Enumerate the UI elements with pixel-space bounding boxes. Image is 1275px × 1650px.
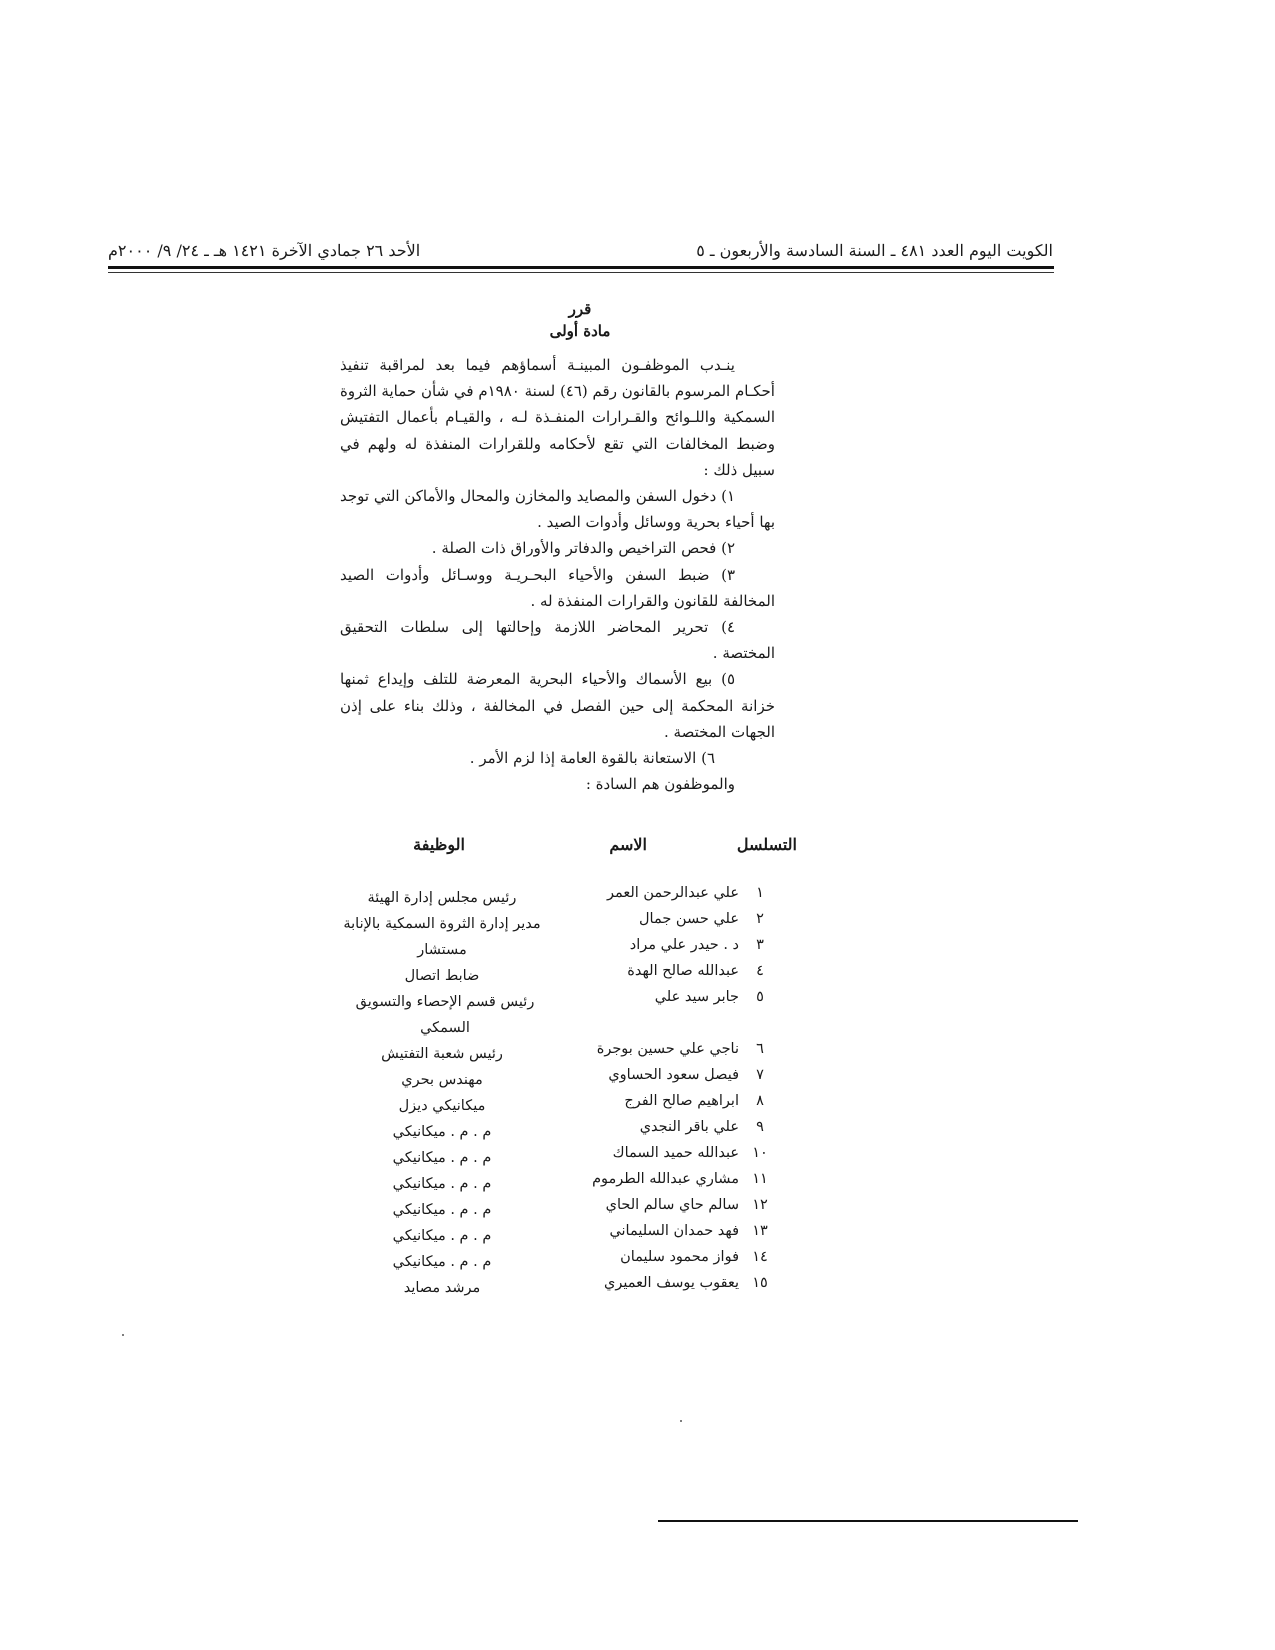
bottom-rule xyxy=(658,1520,1078,1522)
scan-speck xyxy=(680,1420,682,1422)
column-header-job: الوظيفة xyxy=(413,835,465,854)
row-serial: ٣ xyxy=(756,937,764,953)
item-2: ٢) فحص التراخيص والدفاتر والأوراق ذات الصلة . xyxy=(431,539,735,558)
row-serial: ٨ xyxy=(756,1093,764,1109)
row-serial: ١٠ xyxy=(752,1145,768,1161)
header-rule-thin xyxy=(108,272,1054,273)
row-name: سالم حاي سالم الحاي xyxy=(605,1197,739,1213)
row-job: مستشار xyxy=(417,942,467,958)
table-row xyxy=(0,1145,1275,1171)
row-name: جابر سيد علي xyxy=(654,989,739,1005)
column-header-name: الاسم xyxy=(609,835,647,854)
table-row xyxy=(0,911,1275,937)
row-serial: ٦ xyxy=(756,1041,764,1057)
row-job: مرشد مصايد xyxy=(403,1280,481,1296)
row-serial: ١٥ xyxy=(752,1275,768,1291)
item-1: ١) دخول السفن والمصايد والمخازن والمحال والأماكن التي توجد بها أحياء بحرية ووسائل وأدوات الصيد . xyxy=(339,487,775,532)
row-job: م . م . ميكانيكي xyxy=(392,1202,492,1218)
item-5: ٥) بيع الأسماك والأحياء البحرية المعرضة للتلف وإيداع ثمنها خزانة المحكمة إلى حين الفصل في المخالفة ، وذلك بناء على إذن الجهات المختصة . xyxy=(340,670,775,741)
row-job: م . م . ميكانيكي xyxy=(392,1150,492,1166)
row-serial: ٤ xyxy=(756,963,764,979)
table-row xyxy=(0,885,1275,911)
row-job: مدير إدارة الثروة السمكية بالإنابة xyxy=(343,916,541,932)
table-row xyxy=(0,1249,1275,1275)
table-row xyxy=(0,1197,1275,1223)
row-name: ابراهيم صالح الفرج xyxy=(624,1093,739,1109)
row-job: م . م . ميكانيكي xyxy=(392,1254,492,1270)
table-row xyxy=(0,1275,1275,1301)
row-serial: ٥ xyxy=(756,989,764,1005)
gazette-date-header: الأحد ٢٦ جمادي الآخرة ١٤٢١ هـ ـ ٢٤/ ٩/ ٢٠٠٠م xyxy=(108,241,421,260)
row-job: م . م . ميكانيكي xyxy=(392,1176,492,1192)
row-name: فواز محمود سليمان xyxy=(620,1249,739,1265)
row-name: علي حسن جمال xyxy=(639,911,739,927)
column-header-serial: التسلسل xyxy=(736,835,797,854)
row-job: رئيس قسم الإحصاء والتسويق السمكي xyxy=(355,994,535,1036)
table-row xyxy=(0,1119,1275,1145)
row-job: مهندس بحري xyxy=(401,1072,483,1088)
row-serial: ١١ xyxy=(752,1171,768,1187)
item-3: ٣) ضبط السفن والأحياء البحـريـة ووسـائل وأدوات الصيد المخالفة للقانون والقرارات المنفذة له . xyxy=(340,565,775,610)
row-name: ناجي علي حسين بوجرة xyxy=(596,1041,739,1057)
table-row xyxy=(0,989,1275,1041)
table-row xyxy=(0,1093,1275,1119)
table-row xyxy=(0,1041,1275,1067)
scan-speck xyxy=(122,1334,124,1336)
row-name: فهد حمدان السليماني xyxy=(609,1223,739,1239)
row-job: م . م . ميكانيكي xyxy=(392,1124,492,1140)
table-row xyxy=(0,1223,1275,1249)
row-name: عبدالله صالح الهدة xyxy=(627,963,739,979)
header-rule-thick xyxy=(108,266,1054,269)
row-job: رئيس مجلس إدارة الهيئة xyxy=(367,890,517,906)
row-serial: ١٤ xyxy=(752,1249,768,1265)
row-name: يعقوب يوسف العميري xyxy=(604,1275,739,1291)
row-name: علي عبدالرحمن العمر xyxy=(606,885,739,901)
intro-paragraph: ينـدب الموظفـون المبينـة أسماؤهم فيما بعد لمراقبة تنفيذ أحكـام المرسوم بالقانون رقم (٤٦) لسنة ١٩٨٠م في شأن حماية الثروة السمكية واللـوائح والقـرارات المنفـذة لـه ، والقيـام بأعمال التفتيش وضبط المخالفات التي تقع لأحكامه وللقرارات المنفذة له ولهم في سبيل ذلك : xyxy=(340,356,775,479)
row-job: ميكانيكي ديزل xyxy=(398,1098,486,1114)
row-name: د . حيدر علي مراد xyxy=(629,937,739,953)
closing-line: والموظفون هم السادة : xyxy=(585,775,735,794)
article-title: مادة أولى xyxy=(549,322,611,340)
gazette-issue-header: الكويت اليوم العدد ٤٨١ ـ السنة السادسة والأربعون ـ ٥ xyxy=(696,241,1053,260)
row-serial: ١ xyxy=(756,885,764,901)
decision-title: قرر xyxy=(568,300,592,318)
row-job: رئيس شعبة التفتيش xyxy=(381,1046,503,1062)
table-row xyxy=(0,1067,1275,1093)
row-serial: ٩ xyxy=(756,1119,764,1135)
table-row xyxy=(0,963,1275,989)
item-6: ٦) الاستعانة بالقوة العامة إذا لزم الأمر . xyxy=(469,749,715,768)
row-serial: ٢ xyxy=(756,911,764,927)
item-4: ٤) تحرير المحاضر اللازمة وإحالتها إلى سلطات التحقيق المختصة . xyxy=(340,618,775,663)
row-name: عبدالله حميد السماك xyxy=(612,1145,739,1161)
decision-body xyxy=(340,352,775,797)
row-name: مشاري عبدالله الطرموم xyxy=(592,1171,739,1187)
row-serial: ١٢ xyxy=(752,1197,768,1213)
row-serial: ٧ xyxy=(756,1067,764,1083)
row-job: ضابط اتصال xyxy=(404,968,480,984)
table-row xyxy=(0,1171,1275,1197)
row-job: م . م . ميكانيكي xyxy=(392,1228,492,1244)
row-name: فيصل سعود الحساوي xyxy=(608,1067,739,1083)
table-row xyxy=(0,937,1275,963)
row-name: علي باقر النجدي xyxy=(639,1119,739,1135)
row-serial: ١٣ xyxy=(752,1223,768,1239)
